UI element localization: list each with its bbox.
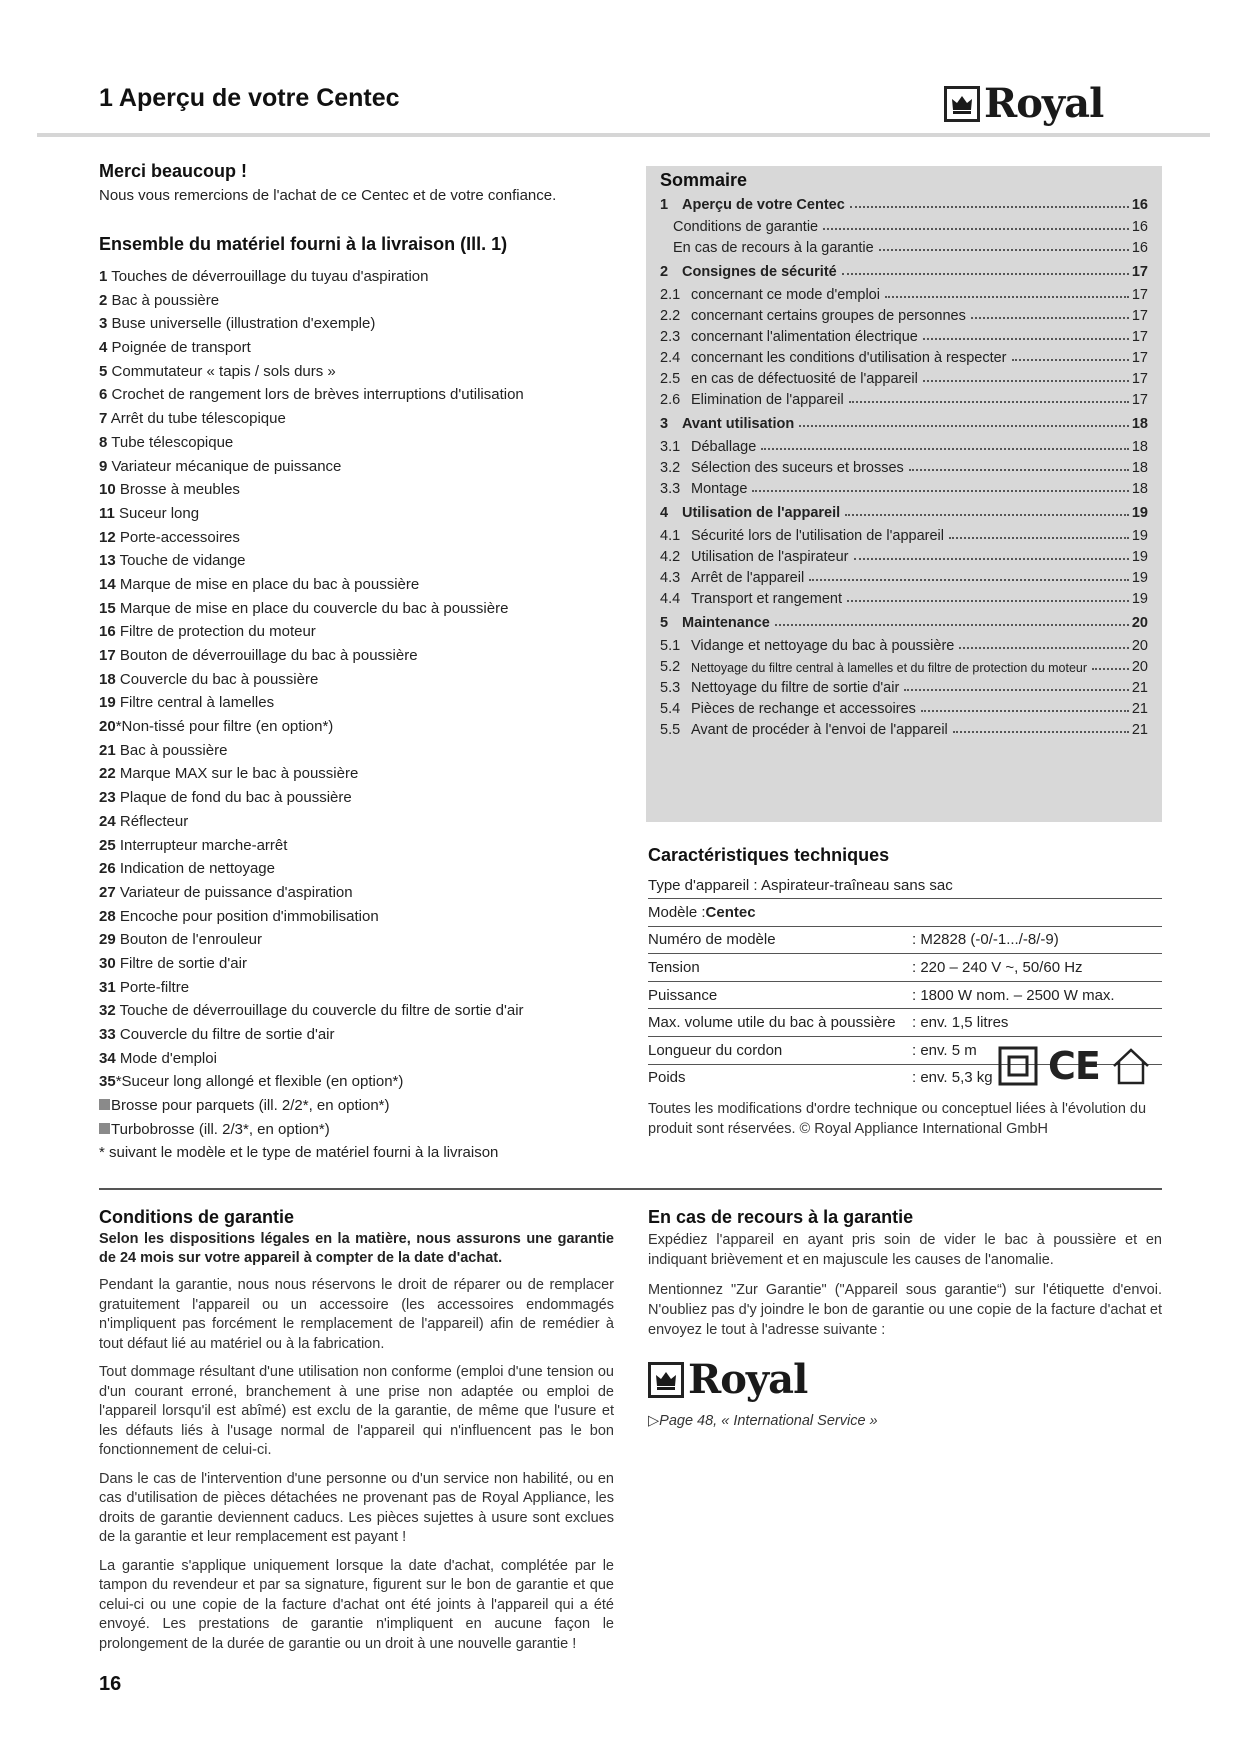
parts-footnote: * suivant le modèle et le type de matériel fourni à la livraison — [99, 1144, 499, 1162]
item-number: 7 — [99, 410, 108, 428]
toc-entry-page: 17 — [1131, 287, 1148, 303]
item-label: *Suceur long allongé et flexible (en option*) — [115, 1073, 404, 1091]
toc-entry[interactable] — [660, 281, 1148, 303]
toc-entry-page: 19 — [1131, 570, 1148, 586]
table-of-contents — [646, 166, 1162, 822]
spec-value: : env. 5 m — [912, 1041, 977, 1059]
toc-entry-number: 4.3 — [660, 570, 681, 586]
item-number: 1 — [99, 268, 108, 285]
toc-entry-number: 3.2 — [660, 460, 681, 476]
toc-entry[interactable] — [660, 653, 1148, 675]
item-label: Poignée de transport — [111, 339, 251, 357]
list-item — [99, 857, 599, 881]
toc-entry[interactable] — [660, 433, 1148, 455]
item-number: 20 — [99, 718, 116, 736]
list-item — [99, 549, 599, 573]
toc-entry[interactable] — [673, 234, 1148, 256]
list-item — [99, 952, 599, 976]
toc-entry-page: 20 — [1131, 659, 1148, 675]
item-label: Marque MAX sur le bac à poussière — [119, 765, 359, 783]
toc-entry-number: 3.1 — [660, 439, 681, 455]
dot-leader — [923, 338, 1129, 340]
guarantee-heading: Conditions de garantie — [99, 1207, 295, 1227]
list-item — [99, 289, 599, 313]
spec-key: Numéro de modèle — [648, 931, 776, 949]
item-number: 35 — [99, 1073, 116, 1091]
item-number: 4 — [99, 339, 108, 357]
section-divider — [99, 1188, 1162, 1190]
item-number: 22 — [99, 765, 116, 783]
toc-entry-number: 4 — [660, 505, 669, 521]
item-number: 23 — [99, 789, 116, 807]
international-service-link[interactable] — [648, 1413, 1162, 1429]
item-number: 3 — [99, 315, 108, 333]
toc-entry[interactable] — [660, 499, 1148, 521]
item-label: Commutateur « tapis / sols durs » — [111, 362, 336, 380]
toc-entry-page: 19 — [1131, 528, 1148, 544]
toc-entry[interactable] — [660, 609, 1148, 631]
item-number: 16 — [99, 623, 116, 641]
toc-entry-page: 19 — [1131, 505, 1148, 521]
toc-entry-page: 18 — [1131, 439, 1148, 455]
list-item — [99, 336, 599, 360]
item-label: Filtre de sortie d'air — [119, 954, 247, 972]
toc-entry-number: 4.4 — [660, 591, 681, 607]
toc-entry-label: Vidange et nettoyage du bac à poussière — [691, 638, 955, 654]
recours-heading: En cas de recours à la garantie — [648, 1207, 914, 1227]
item-number: 10 — [99, 481, 116, 499]
toc-entry-number: 2.1 — [660, 287, 681, 303]
item-number: 12 — [99, 528, 116, 546]
toc-entry-number: 2.5 — [660, 371, 681, 387]
crown-icon — [944, 86, 980, 122]
item-label: Bac à poussière — [119, 741, 228, 759]
toc-entry-page: 18 — [1131, 481, 1148, 497]
item-label: Porte-filtre — [119, 978, 190, 996]
dot-leader — [923, 380, 1129, 382]
list-item — [99, 834, 599, 858]
technical-specs — [648, 845, 1162, 1139]
item-number: 15 — [99, 599, 116, 617]
toc-entry-number: 5 — [660, 615, 669, 631]
spec-value: : env. 5,3 kg — [912, 1069, 993, 1087]
dot-leader — [879, 249, 1129, 251]
item-number: 30 — [99, 954, 116, 972]
item-number: 31 — [99, 978, 116, 996]
list-item — [99, 762, 599, 786]
toc-entry[interactable] — [660, 365, 1148, 387]
toc-entry-label: Transport et rangement — [691, 591, 842, 607]
item-number: 21 — [99, 741, 116, 759]
list-item — [99, 1070, 599, 1094]
toc-entry-label: Maintenance — [682, 615, 770, 631]
item-number: 28 — [99, 907, 116, 925]
item-label: *Non-tissé pour filtre (en option*) — [115, 718, 334, 736]
toc-entry-number: 1 — [660, 197, 669, 213]
spec-value: : 1800 W nom. – 2500 W max. — [912, 986, 1115, 1004]
dot-leader — [845, 514, 1129, 516]
toc-entry[interactable] — [660, 716, 1148, 738]
toc-entry-page: 16 — [1131, 240, 1148, 256]
list-item — [99, 1094, 599, 1118]
item-number: 27 — [99, 883, 116, 901]
spec-row — [648, 954, 1162, 982]
dot-leader — [799, 425, 1129, 427]
toc-entry-page: 21 — [1131, 722, 1148, 738]
toc-entry[interactable] — [660, 191, 1148, 213]
toc-entry-page: 21 — [1131, 701, 1148, 717]
thanks-text: Nous vous remercions de l'achat de ce Centec et de votre confiance. — [99, 187, 557, 204]
parts-list — [99, 265, 599, 1165]
toc-entry[interactable] — [660, 475, 1148, 497]
toc-entry[interactable] — [660, 302, 1148, 324]
toc-entry-page: 16 — [1131, 219, 1148, 235]
spec-device-type: Type d'appareil : Aspirateur-traîneau sans sac — [648, 877, 1162, 899]
toc-entry[interactable] — [660, 564, 1148, 586]
toc-entry-number: 3 — [660, 416, 669, 432]
item-number: 18 — [99, 670, 116, 688]
item-label: Interrupteur marche-arrêt — [119, 836, 288, 854]
toc-entry-label: Sélection des suceurs et brosses — [691, 460, 904, 476]
item-label: Brosse pour parquets (ill. 2/2*, en option*) — [111, 1097, 390, 1115]
certification-symbols — [998, 1046, 1152, 1086]
list-item — [99, 644, 599, 668]
list-item — [99, 383, 599, 407]
dot-leader — [959, 647, 1129, 649]
dot-leader — [885, 296, 1129, 298]
spec-model — [648, 899, 1162, 927]
dot-leader — [775, 624, 1129, 626]
toc-entry[interactable] — [660, 454, 1148, 476]
spec-key: Poids — [648, 1069, 686, 1087]
toc-entry-label: Arrêt de l'appareil — [691, 570, 805, 586]
item-label: Bac à poussière — [111, 291, 220, 309]
toc-entry-label: Utilisation de l'appareil — [682, 505, 841, 521]
recours-paragraph: Mentionnez "Zur Garantie" ("Appareil sous garantie“) sur l'étiquette d'envoi. N'oubliez pas d'y joindre le bon de garantie ou une copie de la facture d'achat et envoyez le tout à l'adresse suivante : — [648, 1282, 1162, 1338]
dot-leader — [909, 469, 1129, 471]
toc-entry-label: Pièces de rechange et accessoires — [691, 701, 916, 717]
toc-entry-page: 20 — [1131, 638, 1148, 654]
toc-entry-label: En cas de recours à la garantie — [673, 240, 874, 256]
guarantee-conditions — [99, 1207, 614, 1663]
spec-value: : M2828 (-0/-1.../-8/-9) — [912, 931, 1059, 949]
item-number: 17 — [99, 647, 116, 664]
item-label: Marque de mise en place du couvercle du bac à poussière — [119, 599, 509, 617]
item-number: 8 — [99, 433, 108, 451]
item-label: Touche de déverrouillage du couvercle du filtre de sortie d'air — [119, 1002, 524, 1020]
item-label: Couvercle du filtre de sortie d'air — [119, 1026, 335, 1043]
royal-logo-address — [648, 1356, 1162, 1403]
toc-entry-page: 17 — [1131, 350, 1148, 366]
list-item — [99, 739, 599, 763]
list-item — [99, 881, 599, 905]
list-item — [99, 620, 599, 644]
toc-entry-page: 17 — [1131, 371, 1148, 387]
item-number: 2 — [99, 291, 108, 309]
toc-entry-number: 2.4 — [660, 350, 681, 366]
toc-entry-label: Avant utilisation — [682, 416, 795, 432]
item-label: Tube télescopique — [111, 433, 234, 451]
item-label: Indication de nettoyage — [119, 860, 275, 878]
guarantee-lead: Selon les dispositions légales en la matière, nous assurons une garantie de 24 mois sur votre appareil à compter de la date d'achat. — [99, 1231, 614, 1266]
dot-leader — [1092, 668, 1129, 670]
dot-leader — [953, 731, 1129, 733]
square-bullet-icon — [99, 1099, 110, 1110]
spec-value: : 220 – 240 V ~, 50/60 Hz — [912, 958, 1083, 976]
toc-entry[interactable] — [673, 213, 1148, 235]
toc-entry-number: 3.3 — [660, 481, 681, 497]
toc-title: Sommaire — [660, 170, 748, 190]
square-bullet-icon — [99, 1123, 110, 1134]
item-label: Réflecteur — [119, 812, 189, 830]
guarantee-paragraph: La garantie s'applique uniquement lorsque la date d'achat, complétée par le tampon du revendeur et par sa signature, figurent sur le bon de garantie et que celui-ci ou une copie de la facture d'achat ont été joints à l'appareil qui a été envoyé. Les prestations de garantie n'impliquent en aucune façon le prolongement de la durée de garantie ou un droit à une nouvelle garantie ! — [99, 1557, 614, 1652]
list-item — [99, 691, 599, 715]
toc-entry-label: Montage — [691, 481, 748, 497]
list-item — [99, 1118, 599, 1142]
toc-entry-number: 2.6 — [660, 392, 681, 408]
item-label: Turbobrosse (ill. 2/3*, en option*) — [111, 1120, 330, 1138]
toc-entry-number: 2.3 — [660, 329, 681, 345]
list-item — [99, 502, 599, 526]
item-number: 9 — [99, 457, 108, 475]
list-item — [99, 668, 599, 692]
toc-entry-number: 4.2 — [660, 549, 681, 565]
dot-leader — [850, 206, 1129, 208]
toc-entry-label: Déballage — [691, 439, 757, 455]
toc-entry-label: Utilisation de l'aspirateur — [691, 549, 849, 565]
toc-entry-number: 5.5 — [660, 722, 681, 738]
crown-icon — [648, 1362, 684, 1398]
toc-entry[interactable] — [660, 522, 1148, 544]
spec-model-label: Modèle : — [648, 903, 706, 921]
dot-leader — [809, 579, 1129, 581]
toc-entry-page: 17 — [1131, 308, 1148, 324]
item-label: Variateur de puissance d'aspiration — [119, 883, 353, 901]
list-item — [99, 455, 599, 479]
toc-entry-number: 4.1 — [660, 528, 681, 544]
list-item — [99, 715, 599, 739]
toc-entry[interactable] — [660, 386, 1148, 408]
spec-key: Max. volume utile du bac à poussière — [648, 1014, 896, 1032]
item-number: 6 — [99, 386, 108, 404]
arrow-right-icon: ▷ — [648, 1413, 660, 1429]
toc-entry-label: Conditions de garantie — [673, 219, 819, 235]
page-number: 16 — [99, 1673, 122, 1695]
double-insulation-icon — [998, 1046, 1038, 1086]
toc-entry-label: concernant l'alimentation électrique — [691, 329, 918, 345]
toc-entry-page: 19 — [1131, 549, 1148, 565]
list-item — [99, 312, 599, 336]
list-item — [99, 1023, 599, 1047]
dot-leader — [949, 537, 1129, 539]
toc-entry[interactable] — [660, 674, 1148, 696]
dot-leader — [842, 273, 1129, 275]
toc-entry[interactable] — [660, 323, 1148, 345]
list-item — [99, 407, 599, 431]
royal-logo — [944, 80, 1103, 127]
toc-entry-page: 18 — [1131, 460, 1148, 476]
item-label: Encoche pour position d'immobilisation — [119, 907, 379, 925]
item-label: Arrêt du tube télescopique — [110, 410, 286, 428]
recours-paragraph: Expédiez l'appareil en ayant pris soin de vider le bac à poussière et en indiquant brièvement et en majuscule les causes de l'anomalie. — [648, 1232, 1162, 1268]
guarantee-paragraph: Tout dommage résultant d'une utilisation non conforme (emploi d'une tension ou d'un courant erroné, branchement à une prise non adaptée ou emploi de l'appareil lorsqu'il est abîmé) est exclu de la garantie, de même que l'usure et les défauts liés à l'usage normal de l'appareil qui n'influencent pas le bon fonctionnement de celui-ci. — [99, 1364, 614, 1458]
guarantee-paragraph: Dans le cas de l'intervention d'une personne ou d'un service non habilité, ou en cas d'utilisation de pièces détachées ne provenant pas de Royal Appliance, les droits de garantie deviennent caducs. Les pièces sujettes à usure sont exclues de la garantie et leur remplacement est payant ! — [99, 1470, 614, 1545]
dot-leader — [854, 558, 1129, 560]
list-item — [99, 976, 599, 1000]
toc-entry-label: Consignes de sécurité — [682, 264, 837, 280]
item-label: Couvercle du bac à poussière — [119, 670, 319, 688]
dot-leader — [849, 401, 1129, 403]
item-number: 29 — [99, 931, 116, 949]
toc-entry-label: Elimination de l'appareil — [691, 392, 844, 408]
toc-entry-page: 17 — [1131, 329, 1148, 345]
item-label: Marque de mise en place du bac à poussière — [119, 575, 420, 593]
dot-leader — [847, 600, 1129, 602]
list-item — [99, 360, 599, 384]
list-item — [99, 478, 599, 502]
toc-entry[interactable] — [660, 258, 1148, 280]
item-label: Variateur mécanique de puissance — [111, 457, 342, 475]
item-label: Filtre de protection du moteur — [119, 623, 316, 641]
toc-entry[interactable] — [660, 632, 1148, 654]
toc-entry-page: 21 — [1131, 680, 1148, 696]
page-title: 1 Aperçu de votre Centec — [99, 84, 400, 112]
dot-leader — [761, 448, 1129, 450]
dot-leader — [971, 317, 1129, 319]
item-label: Suceur long — [119, 504, 200, 522]
item-number: 14 — [99, 575, 116, 593]
toc-entry-label: concernant ce mode d'emploi — [691, 287, 880, 303]
toc-entry-label: Sécurité lors de l'utilisation de l'appareil — [691, 528, 944, 544]
list-item — [99, 999, 599, 1023]
toc-entry-number: 2.2 — [660, 308, 681, 324]
toc-entry-label: Aperçu de votre Centec — [682, 197, 845, 213]
toc-entry-label: Nettoyage du filtre central à lamelles et du filtre de protection du moteur — [691, 661, 1088, 675]
guarantee-claim — [648, 1207, 1162, 1429]
item-number: 19 — [99, 694, 116, 712]
item-number: 13 — [99, 552, 116, 570]
list-item — [99, 526, 599, 550]
item-label: Buse universelle (illustration d'exemple) — [111, 315, 376, 333]
specs-heading: Caractéristiques techniques — [648, 845, 890, 865]
toc-entry-label: concernant les conditions d'utilisation à respecter — [691, 350, 1007, 366]
toc-entry-page: 20 — [1131, 615, 1148, 631]
thanks-heading: Merci beaucoup ! — [99, 161, 248, 181]
spec-row — [648, 1009, 1162, 1037]
brand-wordmark: Royal — [688, 1356, 808, 1403]
item-label: Filtre central à lamelles — [119, 694, 275, 712]
list-item — [99, 573, 599, 597]
service-link-text: Page 48, « International Service » — [659, 1413, 878, 1429]
spec-key: Tension — [648, 958, 700, 976]
parts-heading: Ensemble du matériel fourni à la livraison (Ill. 1) — [99, 234, 508, 254]
spec-key: Longueur du cordon — [648, 1041, 783, 1059]
toc-entry-number: 2 — [660, 264, 669, 280]
toc-entry[interactable] — [660, 695, 1148, 717]
dot-leader — [752, 490, 1128, 492]
toc-entry-page: 18 — [1131, 416, 1148, 432]
left-column — [99, 161, 599, 1165]
list-item — [99, 1047, 599, 1071]
toc-entry-number: 5.4 — [660, 701, 681, 717]
toc-entry-number: 5.3 — [660, 680, 681, 696]
item-number: 26 — [99, 860, 116, 878]
toc-entry-label: en cas de défectuosité de l'appareil — [691, 371, 918, 387]
spec-value: : env. 1,5 litres — [912, 1014, 1009, 1032]
item-number: 5 — [99, 362, 108, 380]
toc-entry-page: 16 — [1131, 197, 1148, 213]
spec-row — [648, 982, 1162, 1010]
toc-entry[interactable] — [660, 585, 1148, 607]
item-label: Touches de déverrouillage du tuyau d'aspiration — [111, 268, 429, 285]
toc-entry-label: Avant de procéder à l'envoi de l'appareil — [691, 722, 948, 738]
indoor-use-house-icon — [1110, 1046, 1152, 1086]
item-number: 33 — [99, 1026, 116, 1043]
item-label: Plaque de fond du bac à poussière — [119, 789, 352, 807]
item-label: Crochet de rangement lors de brèves interruptions d'utilisation — [111, 386, 524, 404]
toc-entry-label: Nettoyage du filtre de sortie d'air — [691, 680, 900, 696]
list-item — [99, 597, 599, 621]
toc-entry-label: concernant certains groupes de personnes — [691, 308, 966, 324]
item-number: 25 — [99, 836, 116, 854]
toc-entry[interactable] — [660, 410, 1148, 432]
spec-row — [648, 927, 1162, 955]
list-item — [99, 431, 599, 455]
spec-model-value: Centec — [705, 903, 756, 921]
list-item — [99, 265, 599, 289]
item-label: Bouton de déverrouillage du bac à poussière — [119, 647, 418, 664]
item-number: 24 — [99, 812, 116, 830]
toc-entry-page: 19 — [1131, 591, 1148, 607]
item-number: 11 — [99, 504, 115, 522]
dot-leader — [823, 228, 1129, 230]
item-label: Bouton de l'enrouleur — [119, 931, 262, 949]
dot-leader — [921, 710, 1129, 712]
item-label: Touche de vidange — [119, 552, 246, 570]
item-label: Porte-accessoires — [119, 528, 240, 546]
list-item — [99, 928, 599, 952]
brand-wordmark: Royal — [984, 80, 1104, 127]
ce-mark-icon: CE — [1048, 1044, 1100, 1088]
item-number: 34 — [99, 1049, 116, 1067]
item-label: Brosse à meubles — [119, 481, 240, 499]
toc-entry-page: 17 — [1131, 392, 1148, 408]
item-number: 32 — [99, 1002, 116, 1020]
toc-entry-number: 5.1 — [660, 638, 681, 654]
header-divider — [37, 133, 1210, 137]
toc-entry-page: 17 — [1131, 264, 1148, 280]
toc-entry-number: 5.2 — [660, 659, 681, 675]
dot-leader — [904, 689, 1129, 691]
toc-entry[interactable] — [660, 344, 1148, 366]
list-item — [99, 810, 599, 834]
spec-note: Toutes les modifications d'ordre technique ou conceptuel liées à l'évolution du produit sont réservées. © Royal Appliance International GmbH — [648, 1101, 1147, 1138]
item-label: Mode d'emploi — [119, 1049, 217, 1067]
toc-entry[interactable] — [660, 543, 1148, 565]
spec-key: Puissance — [648, 986, 718, 1004]
list-item — [99, 786, 599, 810]
dot-leader — [1012, 359, 1129, 361]
guarantee-paragraph: Pendant la garantie, nous nous réservons le droit de réparer ou de remplacer gratuitement l'appareil ou un accessoire (les accessoires endommagés n'impliquent pas forcément le remplacement de l'appareil) afin de remédier à tout défaut lié au matériel ou à la fabrication. — [99, 1277, 614, 1352]
list-item — [99, 905, 599, 929]
